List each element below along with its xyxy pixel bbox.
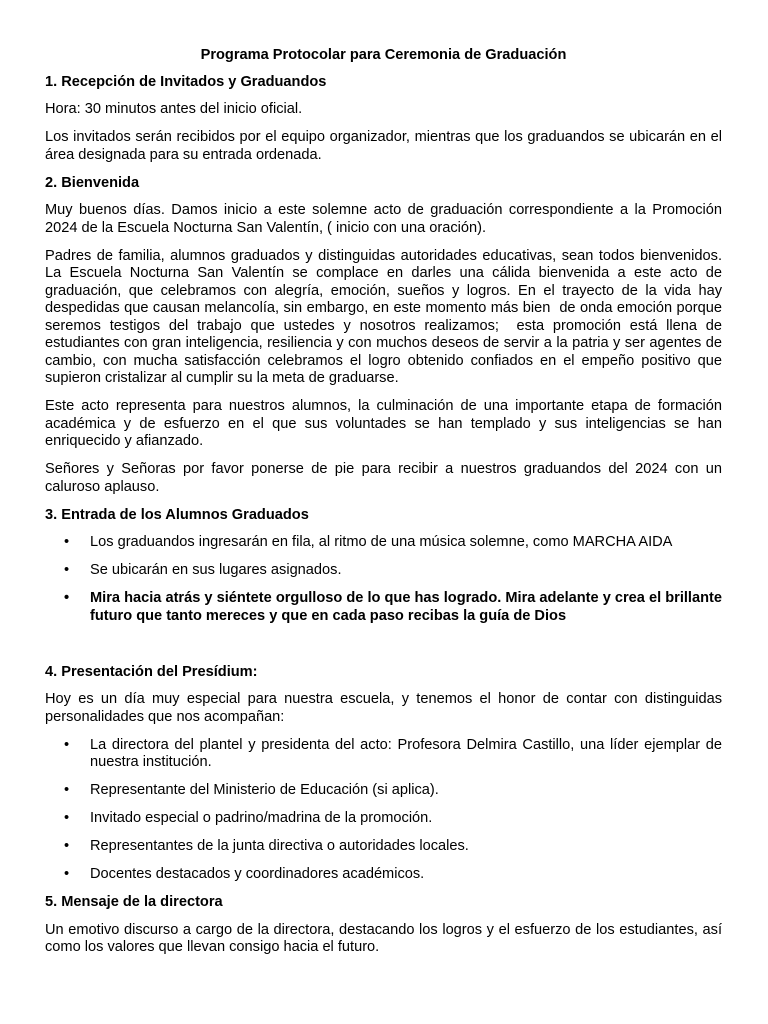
bullet-icon: • — [64, 590, 70, 606]
list-item — [45, 838, 722, 856]
list-item — [45, 562, 722, 580]
list-item — [45, 534, 722, 552]
section-2-paragraph-4: Señores y Señoras por favor ponerse de pie para recibir a nuestros graduandos del 2024 con un caluroso aplauso. — [45, 461, 722, 495]
section-4-paragraph: Hoy es un día muy especial para nuestra escuela, y tenemos el honor de contar con distinguidas personalidades que nos acompañan: — [45, 691, 722, 725]
list-item-text: Invitado especial o padrino/madrina de la promoción. — [90, 810, 433, 826]
section-4-list — [45, 737, 722, 884]
list-item-text: Representante del Ministerio de Educación (si aplica). — [90, 782, 439, 798]
list-item-text: Mira hacia atrás y siéntete orgulloso de lo que has logrado. Mira adelante y crea el brillante futuro que tanto mereces y que en cada paso recibas la guía de Dios — [90, 590, 722, 624]
section-1-paragraph: Los invitados serán recibidos por el equipo organizador, mientras que los graduandos se ubicarán en el área designada para su entrada ordenada. — [45, 129, 722, 163]
list-item — [45, 590, 722, 625]
section-2-paragraph-2: Padres de familia, alumnos graduados y distinguidas autoridades educativas, sean todos bienvenidos. La Escuela Nocturna San Valentín se complace en darles una cálida bienvenida a este acto de graduación, que celebramos con alegría, emoción, sueños y logros. En el trayecto de la vida hay despedidas que causan melancolía, sin embargo, en este momento más bien de onda emoción porque seremos testigos del trabajo que ustedes y nosotros realizamos; esta promoción está llena de estudiantes con gran inteligencia, resiliencia y con muchos deseos de servir a la patria y ser agentes de cambio, con mucha satisfacción celebramos el logro obtenido confiados en el empeño positivo que supieron cristalizar al cumplir su la meta de graduarse. — [45, 247, 727, 386]
list-item-text: Docentes destacados y coordinadores académicos. — [90, 866, 425, 882]
section-3-list — [45, 534, 722, 625]
list-item-text: Se ubicarán en sus lugares asignados. — [90, 562, 342, 578]
section-4-heading: 4. Presentación del Presídium: — [45, 663, 258, 680]
bullet-icon: • — [64, 782, 70, 798]
list-item — [45, 782, 722, 800]
section-3-heading: 3. Entrada de los Alumnos Graduados — [45, 506, 309, 523]
bullet-icon: • — [64, 562, 70, 578]
list-item-text: Los graduandos ingresarán en fila, al ritmo de una música solemne, como MARCHA AIDA — [90, 534, 673, 550]
list-item — [45, 737, 722, 772]
section-1-heading: 1. Recepción de Invitados y Graduandos — [45, 73, 327, 90]
section-1-time: Hora: 30 minutos antes del inicio oficial. — [45, 101, 303, 117]
document-title: Programa Protocolar para Ceremonia de Graduación — [200, 47, 567, 63]
document-body — [45, 47, 727, 967]
bullet-icon: • — [64, 736, 70, 753]
list-item-text: La directora del plantel y presidenta del acto: Profesora Delmira Castillo, una líder ejemplar de nuestra institución. — [90, 736, 722, 770]
section-2-paragraph-3: Este acto representa para nuestros alumnos, la culminación de una importante etapa de formación académica y de esfuerzo en el que sus voluntades se han templado y sus inteligencias se han enriquecido y afianzado. — [45, 398, 722, 449]
bullet-icon: • — [64, 810, 70, 826]
bullet-icon: • — [64, 866, 70, 882]
blank-line — [45, 636, 722, 664]
bullet-icon: • — [64, 534, 70, 550]
list-item — [45, 866, 722, 884]
list-item-text: Representantes de la junta directiva o autoridades locales. — [90, 838, 469, 854]
section-2-paragraph-1: Muy buenos días. Damos inicio a este solemne acto de graduación correspondiente a la Promoción 2024 de la Escuela Nocturna San Valentín, ( inicio con una oración). — [45, 202, 722, 236]
section-5-heading: 5. Mensaje de la directora — [45, 894, 223, 910]
list-item — [45, 810, 722, 828]
section-5-paragraph: Un emotivo discurso a cargo de la directora, destacando los logros y el esfuerzo de los estudiantes, así como los valores que llevan consigo hacia el futuro. — [45, 921, 722, 955]
section-2-heading: 2. Bienvenida — [45, 174, 140, 191]
bullet-icon: • — [64, 838, 70, 854]
